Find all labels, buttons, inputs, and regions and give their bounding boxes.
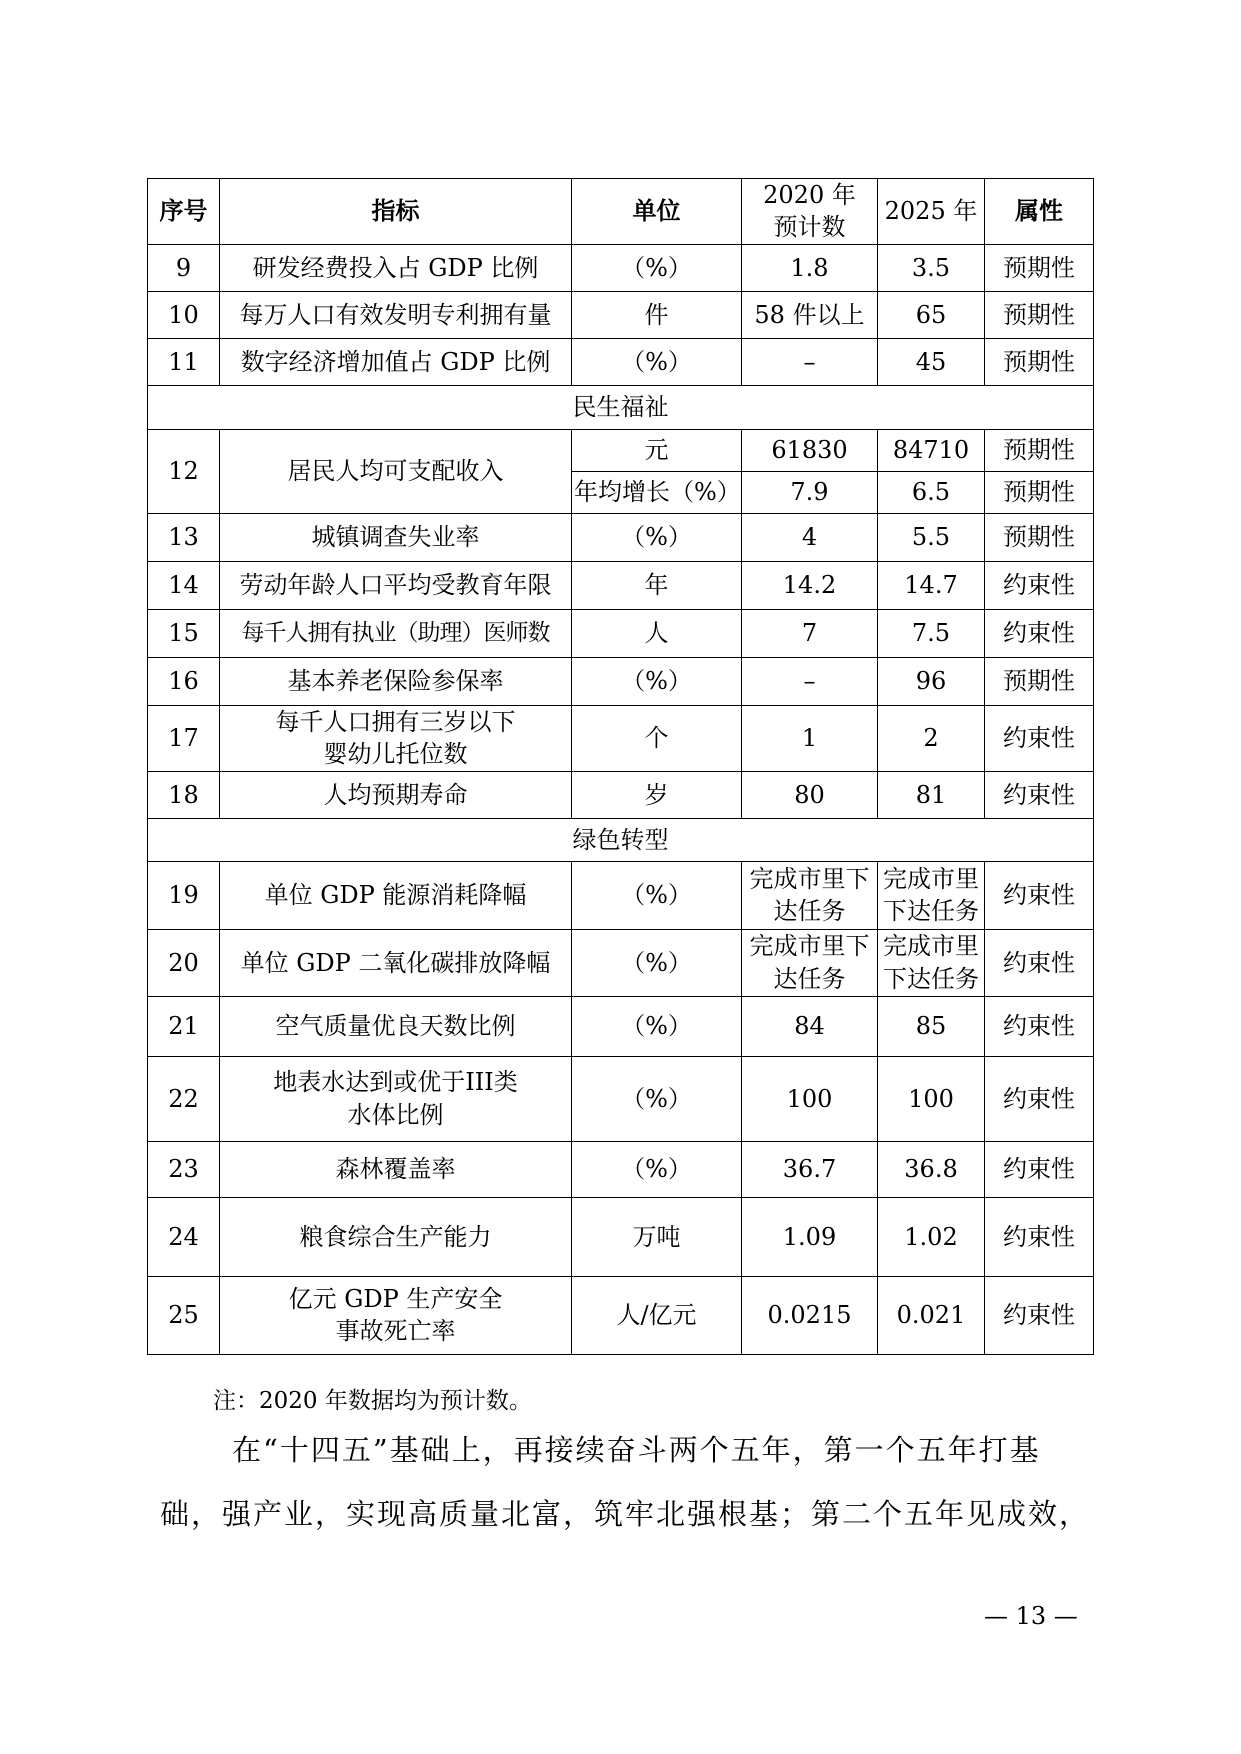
cell-seq: 10 — [148, 291, 220, 338]
cell-2020: – — [742, 657, 878, 705]
cell-unit: （%） — [572, 338, 742, 385]
table-header-row — [148, 179, 1094, 245]
cell-attr: 预期性 — [985, 291, 1094, 338]
cell-indicator: 森林覆盖率 — [220, 1141, 572, 1197]
cell-attr: 约束性 — [985, 771, 1094, 818]
cell-attr: 约束性 — [985, 705, 1094, 771]
cell-indicator: 亿元 GDP 生产安全 事故死亡率 — [220, 1276, 572, 1354]
table-row — [148, 429, 1094, 471]
cell-indicator: 每千人口拥有三岁以下 婴幼儿托位数 — [220, 705, 572, 771]
cell-unit: 人 — [572, 609, 742, 657]
cell-seq: 24 — [148, 1197, 220, 1276]
table-row — [148, 561, 1094, 609]
cell-2025: 3.5 — [878, 244, 985, 291]
cell-seq: 20 — [148, 929, 220, 996]
table-row — [148, 705, 1094, 771]
cell-attr: 约束性 — [985, 1056, 1094, 1141]
body-paragraph-line-1: 在“十四五”基础上，再接续奋斗两个五年，第一个五年打基 — [232, 1433, 1041, 1467]
table-row — [148, 513, 1094, 561]
cell-2020: 7.9 — [742, 471, 878, 513]
cell-2020: 0.0215 — [742, 1276, 878, 1354]
cell-2025: 81 — [878, 771, 985, 818]
section-title: 绿色转型 — [148, 818, 1094, 861]
cell-indicator: 数字经济增加值占 GDP 比例 — [220, 338, 572, 385]
header-2020: 2020 年 预计数 — [742, 179, 878, 245]
cell-indicator: 基本养老保险参保率 — [220, 657, 572, 705]
cell-unit: （%） — [572, 657, 742, 705]
cell-2025: 完成市里 下达任务 — [878, 929, 985, 996]
cell-unit: （%） — [572, 1056, 742, 1141]
cell-attr: 约束性 — [985, 1197, 1094, 1276]
cell-2020: 100 — [742, 1056, 878, 1141]
table-note: 注：2020 年数据均为预计数。 — [213, 1388, 532, 1414]
table-row — [148, 338, 1094, 385]
cell-seq: 15 — [148, 609, 220, 657]
section-row-green — [148, 818, 1094, 861]
cell-unit: （%） — [572, 996, 742, 1056]
cell-unit: 元 — [572, 429, 742, 471]
cell-attr: 约束性 — [985, 1276, 1094, 1354]
cell-attr: 约束性 — [985, 929, 1094, 996]
cell-2025: 5.5 — [878, 513, 985, 561]
cell-attr: 预期性 — [985, 244, 1094, 291]
cell-2020: 4 — [742, 513, 878, 561]
cell-attr: 预期性 — [985, 657, 1094, 705]
cell-attr: 约束性 — [985, 1141, 1094, 1197]
table-row — [148, 996, 1094, 1056]
cell-indicator: 每千人拥有执业（助理）医师数 — [220, 609, 572, 657]
cell-2025: 0.021 — [878, 1276, 985, 1354]
cell-seq: 16 — [148, 657, 220, 705]
table-row — [148, 1056, 1094, 1141]
cell-indicator: 粮食综合生产能力 — [220, 1197, 572, 1276]
section-title: 民生福祉 — [148, 385, 1094, 429]
cell-unit: 个 — [572, 705, 742, 771]
cell-seq: 25 — [148, 1276, 220, 1354]
cell-2025: 7.5 — [878, 609, 985, 657]
cell-unit: 人/亿元 — [572, 1276, 742, 1354]
cell-unit: （%） — [572, 929, 742, 996]
cell-seq: 19 — [148, 861, 220, 929]
table-row — [148, 1197, 1094, 1276]
indicator-table — [147, 178, 1094, 1355]
cell-indicator: 地表水达到或优于III类 水体比例 — [220, 1056, 572, 1141]
cell-unit: （%） — [572, 244, 742, 291]
cell-2020: 7 — [742, 609, 878, 657]
cell-attr: 约束性 — [985, 996, 1094, 1056]
header-attr: 属性 — [985, 179, 1094, 245]
cell-seq: 11 — [148, 338, 220, 385]
cell-2020: 61830 — [742, 429, 878, 471]
cell-indicator: 居民人均可支配收入 — [220, 429, 572, 513]
cell-2025: 65 — [878, 291, 985, 338]
cell-seq: 23 — [148, 1141, 220, 1197]
cell-seq: 17 — [148, 705, 220, 771]
table-row — [148, 771, 1094, 818]
cell-seq: 18 — [148, 771, 220, 818]
cell-2025: 6.5 — [878, 471, 985, 513]
table-row — [148, 861, 1094, 929]
header-seq: 序号 — [148, 179, 220, 245]
cell-2020: 1.09 — [742, 1197, 878, 1276]
cell-2020: 58 件以上 — [742, 291, 878, 338]
table-row — [148, 609, 1094, 657]
table-row — [148, 291, 1094, 338]
header-2025: 2025 年 — [878, 179, 985, 245]
cell-unit: （%） — [572, 861, 742, 929]
table-row — [148, 929, 1094, 996]
cell-unit: （%） — [572, 513, 742, 561]
page-number: — 13 — — [984, 1602, 1078, 1630]
cell-2025: 45 — [878, 338, 985, 385]
table-row — [148, 1276, 1094, 1354]
cell-2020: 1 — [742, 705, 878, 771]
cell-seq: 14 — [148, 561, 220, 609]
cell-2025: 2 — [878, 705, 985, 771]
cell-unit: 岁 — [572, 771, 742, 818]
cell-seq: 12 — [148, 429, 220, 513]
cell-seq: 22 — [148, 1056, 220, 1141]
cell-attr: 预期性 — [985, 471, 1094, 513]
cell-unit: 万吨 — [572, 1197, 742, 1276]
cell-2025: 1.02 — [878, 1197, 985, 1276]
cell-attr: 约束性 — [985, 561, 1094, 609]
cell-2020: 84 — [742, 996, 878, 1056]
cell-2025: 84710 — [878, 429, 985, 471]
cell-2025: 14.7 — [878, 561, 985, 609]
cell-unit: 年 — [572, 561, 742, 609]
cell-2020: 14.2 — [742, 561, 878, 609]
cell-indicator: 劳动年龄人口平均受教育年限 — [220, 561, 572, 609]
cell-indicator: 每万人口有效发明专利拥有量 — [220, 291, 572, 338]
table-row — [148, 657, 1094, 705]
cell-attr: 预期性 — [985, 338, 1094, 385]
cell-unit: 件 — [572, 291, 742, 338]
cell-2025: 36.8 — [878, 1141, 985, 1197]
cell-indicator: 单位 GDP 二氧化碳排放降幅 — [220, 929, 572, 996]
cell-attr: 约束性 — [985, 861, 1094, 929]
cell-indicator: 人均预期寿命 — [220, 771, 572, 818]
cell-2020: 1.8 — [742, 244, 878, 291]
cell-unit: 年均增长（%） — [572, 471, 742, 513]
cell-2020: 36.7 — [742, 1141, 878, 1197]
cell-attr: 预期性 — [985, 513, 1094, 561]
cell-2020: 完成市里下 达任务 — [742, 929, 878, 996]
header-unit: 单位 — [572, 179, 742, 245]
table-row — [148, 244, 1094, 291]
cell-seq: 9 — [148, 244, 220, 291]
cell-seq: 21 — [148, 996, 220, 1056]
cell-attr: 约束性 — [985, 609, 1094, 657]
cell-seq: 13 — [148, 513, 220, 561]
cell-unit: （%） — [572, 1141, 742, 1197]
section-row-livelihood — [148, 385, 1094, 429]
cell-indicator: 城镇调查失业率 — [220, 513, 572, 561]
header-indicator: 指标 — [220, 179, 572, 245]
table-row — [148, 1141, 1094, 1197]
cell-2025: 完成市里 下达任务 — [878, 861, 985, 929]
cell-2025: 96 — [878, 657, 985, 705]
cell-indicator: 研发经费投入占 GDP 比例 — [220, 244, 572, 291]
cell-indicator: 单位 GDP 能源消耗降幅 — [220, 861, 572, 929]
cell-attr: 预期性 — [985, 429, 1094, 471]
cell-2025: 100 — [878, 1056, 985, 1141]
cell-2020: 80 — [742, 771, 878, 818]
cell-2025: 85 — [878, 996, 985, 1056]
cell-2020: – — [742, 338, 878, 385]
cell-indicator: 空气质量优良天数比例 — [220, 996, 572, 1056]
cell-2020: 完成市里下 达任务 — [742, 861, 878, 929]
body-paragraph-line-2: 础，强产业，实现高质量北富，筑牢北强根基；第二个五年见成效， — [160, 1497, 1091, 1531]
